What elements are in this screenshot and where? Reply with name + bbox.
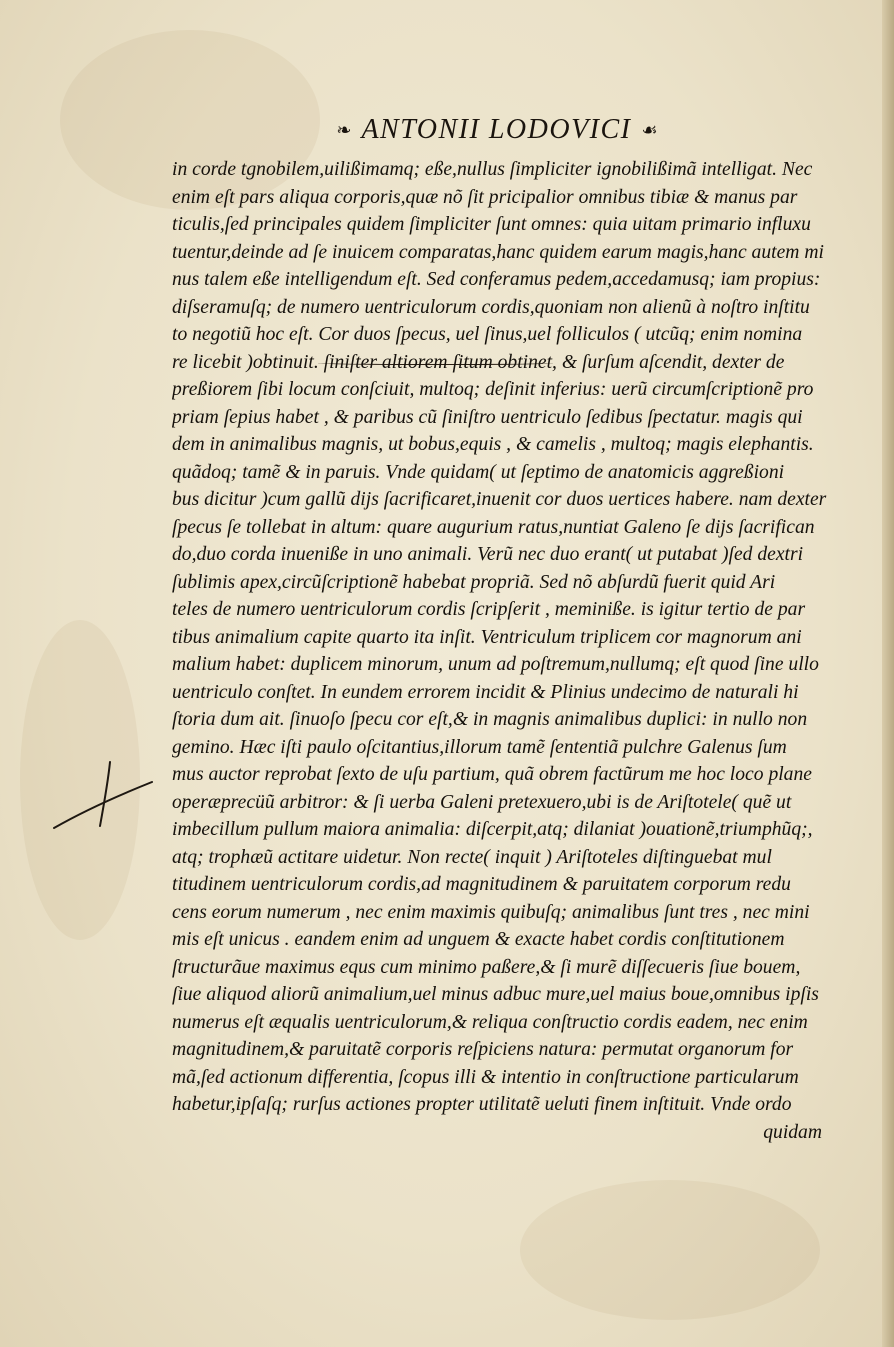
text-line: imbecillum pullum maiora animalia: diſcerpit,atq; dilaniat )ouationẽ,triumphũq;,: [172, 819, 813, 840]
text-line: enim eſt pars aliqua corporis,quæ nõ ſit pricipalior omnibus tibiæ & manus par: [172, 186, 798, 208]
text-line: atq; trophæũ actitare uidetur. Non recte( inquit ) Ariſtoteles diſtinguebat mul: [172, 846, 772, 868]
text-line: re licebit )obtinuit. ſiniſter altiorem ſitum obtinet, & ſurſum aſcendit, dexter de: [172, 351, 785, 373]
text-line: mis eſt unicus . eandem enim ad unguem & exacte habet cordis conſtitutionem: [172, 929, 785, 950]
text-line: numerus eſt æqualis uentriculorum,& reliqua conſtructio cordis eadem, nec enim: [172, 1011, 808, 1033]
page-edge: [882, 0, 894, 1347]
margin-cross-mark-icon: [52, 760, 162, 840]
body-text: [172, 156, 842, 1146]
fleuron-left-icon: ❧: [336, 120, 352, 140]
text-line: ſtructurãue maximus equs cum minimo paßere,& ſi murẽ diſſecueris ſiue bouem,: [172, 956, 801, 978]
fleuron-right-icon: ☙: [641, 120, 658, 140]
text-line: titudinem uentriculorum cordis,ad magnitudinem & paruitatem corporum redu: [172, 874, 791, 895]
text-line: ſtoria dum ait. ſinuoſo ſpecu cor eſt,& in magnis animalibus duplici: in nullo non: [172, 709, 808, 730]
text-line: dem in animalibus magnis, ut bobus,equis , & camelis , multoq; magis elephantis.: [172, 434, 814, 455]
text-line: nus talem eße intelligendum eſt. Sed conferamus pedem,accedamusq; iam propius:: [172, 269, 821, 290]
text-line: cens eorum numerum , nec enim maximis quibuſq; animalibus ſunt tres , nec mini: [172, 901, 810, 923]
text-line: ticulis,ſed principales quidem ſimpliciter ſunt omnes: quia uitam primario influxu: [172, 214, 811, 235]
text-line: mus auctor reprobat ſexto de uſu partium, quã obrem factũrum me hoc loco plane: [172, 764, 812, 785]
text-line: bus dicitur )cum gallũ dijs ſacrificaret,inuenit cor duos uertices habere. nam dexter: [172, 489, 827, 510]
text-line: tuentur,deinde ad ſe inuicem comparatas,hanc quidem earum magis,hanc autem mi: [172, 241, 824, 263]
running-head-title: ANTONII LODOVICI: [361, 114, 632, 145]
text-line: priam ſepius habet , & paribus cũ ſiniſtro uentriculo ſedibus ſpectatur. magis qui: [172, 406, 803, 428]
text-line: mã,ſed actionum differentia, ſcopus illi & intentio in conſtructione particularum: [172, 1066, 799, 1088]
text-line: ſiue aliquod aliorũ animalium,uel minus adbuc mure,uel maius boue,omnibus ipſis: [172, 984, 819, 1005]
text-line: do,duo corda inueniße in uno animali. Verũ nec duo erant( ut putabat )ſed dextri: [172, 544, 804, 565]
paper-stain: [520, 1180, 820, 1320]
text-line: diſseramuſq; de numero uentriculorum cordis,quoniam non alienũ à noſtro inſtitu: [172, 296, 810, 318]
text-line: teles de numero uentriculorum cordis ſcripſerit , meminiße. is igitur tertio de par: [172, 599, 806, 620]
text-line: preßiorem ſibi locum conſciuit, multoq; deſinit inferius: uerũ circumſcriptionẽ pro: [172, 379, 814, 400]
text-line: quãdoq; tamẽ & in paruis. Vnde quidam( ut ſeptimo de anatomicis aggreßioni: [172, 461, 785, 483]
text-line: gemino. Hæc iſti paulo oſcitantius,illorum tamẽ ſententiã pulchre Galenus ſum: [172, 736, 787, 758]
text-line: magnitudinem,& paruitatẽ corporis reſpiciens natura: permutat organorum for: [172, 1039, 794, 1060]
text-line: to negotiũ hoc eſt. Cor duos ſpecus, uel ſinus,uel folliculos ( utcũq; enim nomina: [172, 324, 803, 345]
running-head: [262, 112, 732, 148]
text-line: in corde tgnobilem,uilißimamq; eße,nullus ſimpliciter ignobilißimã intelligat. Nec: [172, 159, 813, 180]
text-line: ſublimis apex,circũſcriptionẽ habebat propriã. Sed nõ abſurdũ fuerit quid Ari: [172, 571, 776, 593]
text-line: ſpecus ſe tollebat in altum: quare augurium ratus,nuntiat Galeno ſe dijs ſacrifican: [172, 516, 815, 538]
text-line: operæprecüũ arbitror: & ſi uerba Galeni pretexuero,ubi is de Ariſtotele( quẽ ut: [172, 791, 792, 813]
text-line: uentriculo conſtet. In eundem errorem incidit & Plinius undecimo de naturali hi: [172, 681, 799, 703]
text-line: tibus animalium capite quarto ita inſit. Ventriculum triplicem cor magnorum ani: [172, 626, 802, 648]
text-line: habetur,ipſaſq; rurſus actiones propter utilitatẽ ueluti finem inſtituit. Vnde ordo: [172, 1094, 792, 1115]
text-line: malium habet: duplicem minorum, unum ad poſtremum,nullumq; eſt quod ſine ullo: [172, 654, 819, 675]
catchword: quidam: [763, 1121, 822, 1143]
